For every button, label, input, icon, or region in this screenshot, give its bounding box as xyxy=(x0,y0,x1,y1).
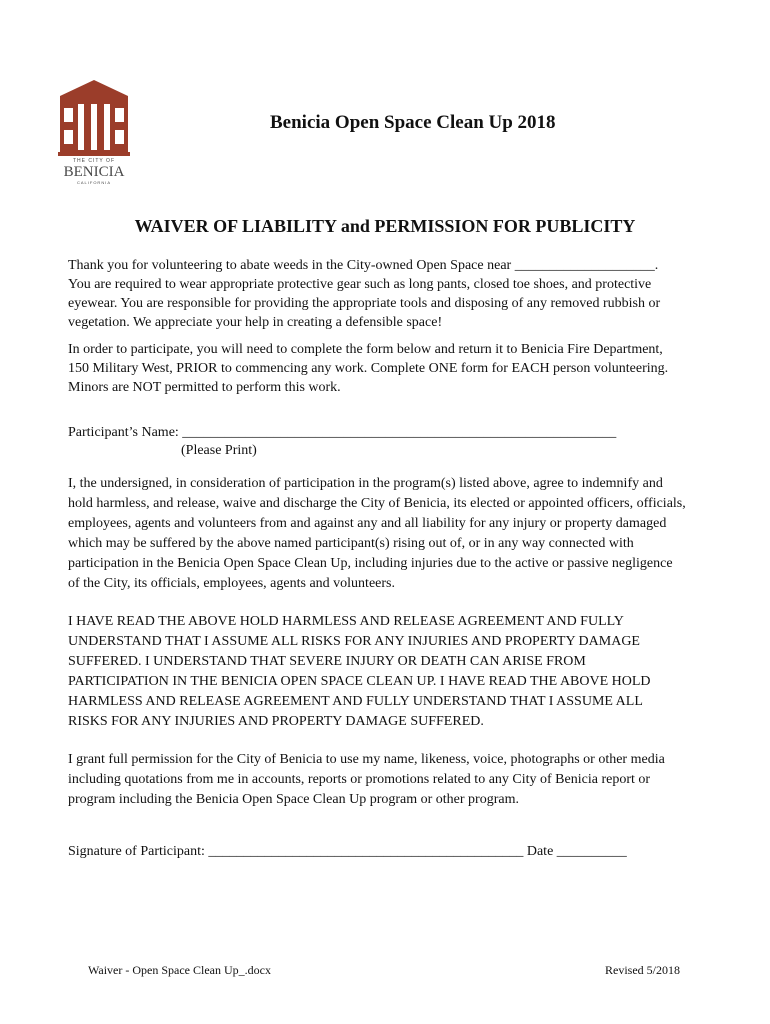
publicity-line: program including the Benicia Open Space Clean Up program or other program. xyxy=(68,792,519,807)
footer-filename: Waiver - Open Space Clean Up_.docx xyxy=(88,963,271,977)
intro-line: Thank you for volunteering to abate weeds in the City-owned Open Space near ____________________. xyxy=(68,258,659,273)
acknowledgement-line: HARMLESS AND RELEASE AGREEMENT AND FULLY UNDERSTAND THAT I ASSUME ALL xyxy=(68,694,643,709)
indemnity-paragraph xyxy=(68,474,708,594)
indemnity-line: I, the undersigned, in consideration of participation in the program(s) listed above, agree to indemnify and xyxy=(68,476,663,491)
instructions-line: In order to participate, you will need to complete the form below and return it to Benicia Fire Department, xyxy=(68,342,663,357)
indemnity-line: which may be suffered by the above named participant(s) rising out of, or in any way connected with xyxy=(68,536,634,551)
indemnity-line: employees, agents and volunteers from and against any and all liability for any injury or property damaged xyxy=(68,516,667,531)
publicity-line: including quotations from me in accounts, reports or promotions related to any City of Benicia report or xyxy=(68,772,651,787)
logo-california-text: CALIFORNIA xyxy=(76,180,111,185)
instructions-line: 150 Military West, PRIOR to commencing any work. Complete ONE form for EACH person volunteering. xyxy=(68,361,669,376)
indemnity-line: participation in the Benicia Open Space Clean Up, including injuries due to the active or passive negligence xyxy=(68,556,673,571)
logo-city-of-text: THE CITY OF xyxy=(72,158,116,164)
acknowledgement-line: UNDERSTAND THAT I ASSUME ALL RISKS FOR ANY INJURIES AND PROPERTY DAMAGE xyxy=(68,634,640,649)
publicity-line: I grant full permission for the City of Benicia to use my name, likeness, voice, photographs or other media xyxy=(68,752,665,767)
acknowledgement-paragraph xyxy=(68,612,708,732)
intro-paragraph xyxy=(68,256,708,332)
intro-line: eyewear. You are responsible for providing the appropriate tools and disposing of any removed rubbish or xyxy=(68,296,661,311)
participant-name-field[interactable]: Participant’s Name: ______________________________________________________________ xyxy=(68,425,617,440)
acknowledgement-line: SUFFERED. I UNDERSTAND THAT SEVERE INJURY OR DEATH CAN ARISE FROM xyxy=(68,654,586,669)
city-of-benicia-logo xyxy=(56,78,132,186)
indemnity-line: of the City, its officials, employees, agents and volunteers. xyxy=(68,576,395,591)
indemnity-line: hold harmless, and release, waive and discharge the City of Benicia, its elected or appointed officers, officials, xyxy=(68,496,686,511)
acknowledgement-line: RISKS FOR ANY INJURIES AND PROPERTY DAMAGE SUFFERED. xyxy=(68,714,484,729)
intro-line: You are required to wear appropriate protective gear such as long pants, closed toe shoes, and protective xyxy=(68,277,652,292)
waiver-heading: WAIVER OF LIABILITY and PERMISSION FOR PUBLICITY xyxy=(134,216,636,236)
publicity-paragraph xyxy=(68,750,708,810)
instructions-paragraph xyxy=(68,340,708,397)
please-print-hint: (Please Print) xyxy=(181,443,257,458)
footer-revision: Revised 5/2018 xyxy=(605,963,680,977)
acknowledgement-line: PARTICIPATION IN THE BENICIA OPEN SPACE CLEAN UP. I HAVE READ THE ABOVE HOLD xyxy=(68,674,651,689)
instructions-line: Minors are NOT permitted to perform this work. xyxy=(68,380,341,395)
document-title: Benicia Open Space Clean Up 2018 xyxy=(270,112,556,133)
acknowledgement-line: I HAVE READ THE ABOVE HOLD HARMLESS AND RELEASE AGREEMENT AND FULLY xyxy=(68,614,624,629)
intro-line: vegetation. We appreciate your help in creating a defensible space! xyxy=(68,315,443,330)
logo-benicia-text: BENICIA xyxy=(63,164,125,180)
signature-date-field[interactable]: Signature of Participant: _____________________________________________ Date __________ xyxy=(68,844,627,859)
